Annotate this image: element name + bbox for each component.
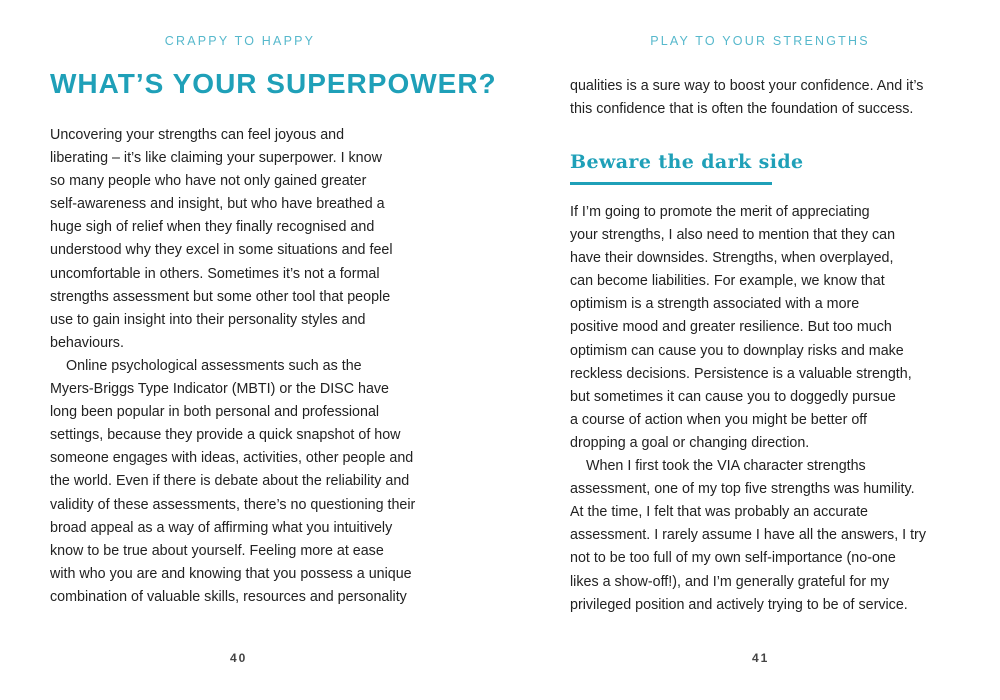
- continued-text: [570, 75, 960, 121]
- text-line: optimism is a strength associated with a more: [570, 296, 860, 313]
- text-line: strengths assessment but some other tool that people: [50, 288, 391, 305]
- page-number: 40: [230, 651, 248, 665]
- text-line: not to be too full of my own self-importance (no-one: [570, 550, 896, 567]
- running-head: CRAPPY TO HAPPY: [164, 34, 316, 48]
- text-line: assessment. I rarely assume I have all the answers, I try: [570, 527, 926, 544]
- page-number: 41: [752, 651, 770, 665]
- text-line: At the time, I felt that was probably an accurate: [570, 504, 869, 521]
- text-line: Myers-Briggs Type Indicator (MBTI) or the DISC have: [50, 381, 389, 398]
- text-line: settings, because they provide a quick snapshot of how: [50, 427, 401, 444]
- text-line: combination of valuable skills, resources and personality: [50, 588, 407, 605]
- text-line: likes a show-off!), and I’m generally grateful for my: [570, 573, 890, 590]
- text-line: the world. Even if there is debate about the reliability and: [50, 473, 410, 490]
- text-line: positive mood and greater resilience. But too much: [570, 319, 892, 336]
- text-line: dropping a goal or changing direction.: [570, 434, 810, 451]
- text-line: know to be true about yourself. Feeling more at ease: [50, 542, 384, 559]
- running-head: PLAY TO YOUR STRENGTHS: [650, 34, 870, 48]
- text-line: validity of these assessments, there’s no questioning their: [50, 496, 416, 513]
- left-body-text: [50, 124, 440, 609]
- text-line: your strengths, I also need to mention that they can: [570, 227, 896, 244]
- text-line: a course of action when you might be better off: [570, 411, 867, 428]
- text-line: reckless decisions. Persistence is a valuable strength,: [570, 365, 912, 382]
- text-line: have their downsides. Strengths, when overplayed,: [570, 250, 894, 267]
- text-line: behaviours.: [50, 334, 124, 351]
- text-line: someone engages with ideas, activities, other people and: [50, 450, 414, 467]
- text-line: so many people who have not only gained greater: [50, 173, 367, 190]
- text-line: uncomfortable in others. Sometimes it’s not a formal: [50, 265, 380, 282]
- text-line: If I’m going to promote the merit of appreciating: [570, 204, 870, 220]
- text-line: When I first took the VIA character strengths: [586, 458, 866, 475]
- text-line: with who you are and knowing that you possess a unique: [50, 565, 412, 582]
- text-line: assessment, one of my top five strengths was humility.: [570, 481, 915, 498]
- right-page: [500, 0, 1000, 700]
- section-underline: [570, 182, 772, 185]
- text-line: qualities is a sure way to boost your confidence. And it’s: [570, 78, 924, 94]
- section-heading: Beware the dark side: [570, 151, 804, 173]
- text-line: use to gain insight into their personality styles and: [50, 311, 366, 328]
- text-line: but sometimes it can cause you to doggedly pursue: [570, 388, 896, 405]
- right-body-text: [570, 201, 960, 617]
- text-line: huge sigh of relief when they finally recognised and: [50, 219, 375, 236]
- text-line: privileged position and actively trying to be of service.: [570, 596, 908, 613]
- text-line: long been popular in both personal and professional: [50, 404, 380, 421]
- text-line: liberating – it’s like claiming your superpower. I know: [50, 150, 382, 167]
- chapter-title: WHAT’S YOUR SUPERPOWER?: [50, 68, 497, 99]
- text-line: Uncovering your strengths can feel joyous and: [50, 127, 345, 143]
- text-line: Online psychological assessments such as the: [66, 357, 362, 374]
- text-line: understood why they excel in some situations and feel: [50, 242, 393, 259]
- text-line: this confidence that is often the foundation of success.: [570, 101, 914, 118]
- text-line: broad appeal as a way of affirming what you intuitively: [50, 519, 393, 536]
- text-line: self-awareness and insight, but who have breathed a: [50, 196, 385, 213]
- text-line: can become liabilities. For example, we know that: [570, 273, 885, 290]
- text-line: optimism can cause you to downplay risks and make: [570, 342, 904, 359]
